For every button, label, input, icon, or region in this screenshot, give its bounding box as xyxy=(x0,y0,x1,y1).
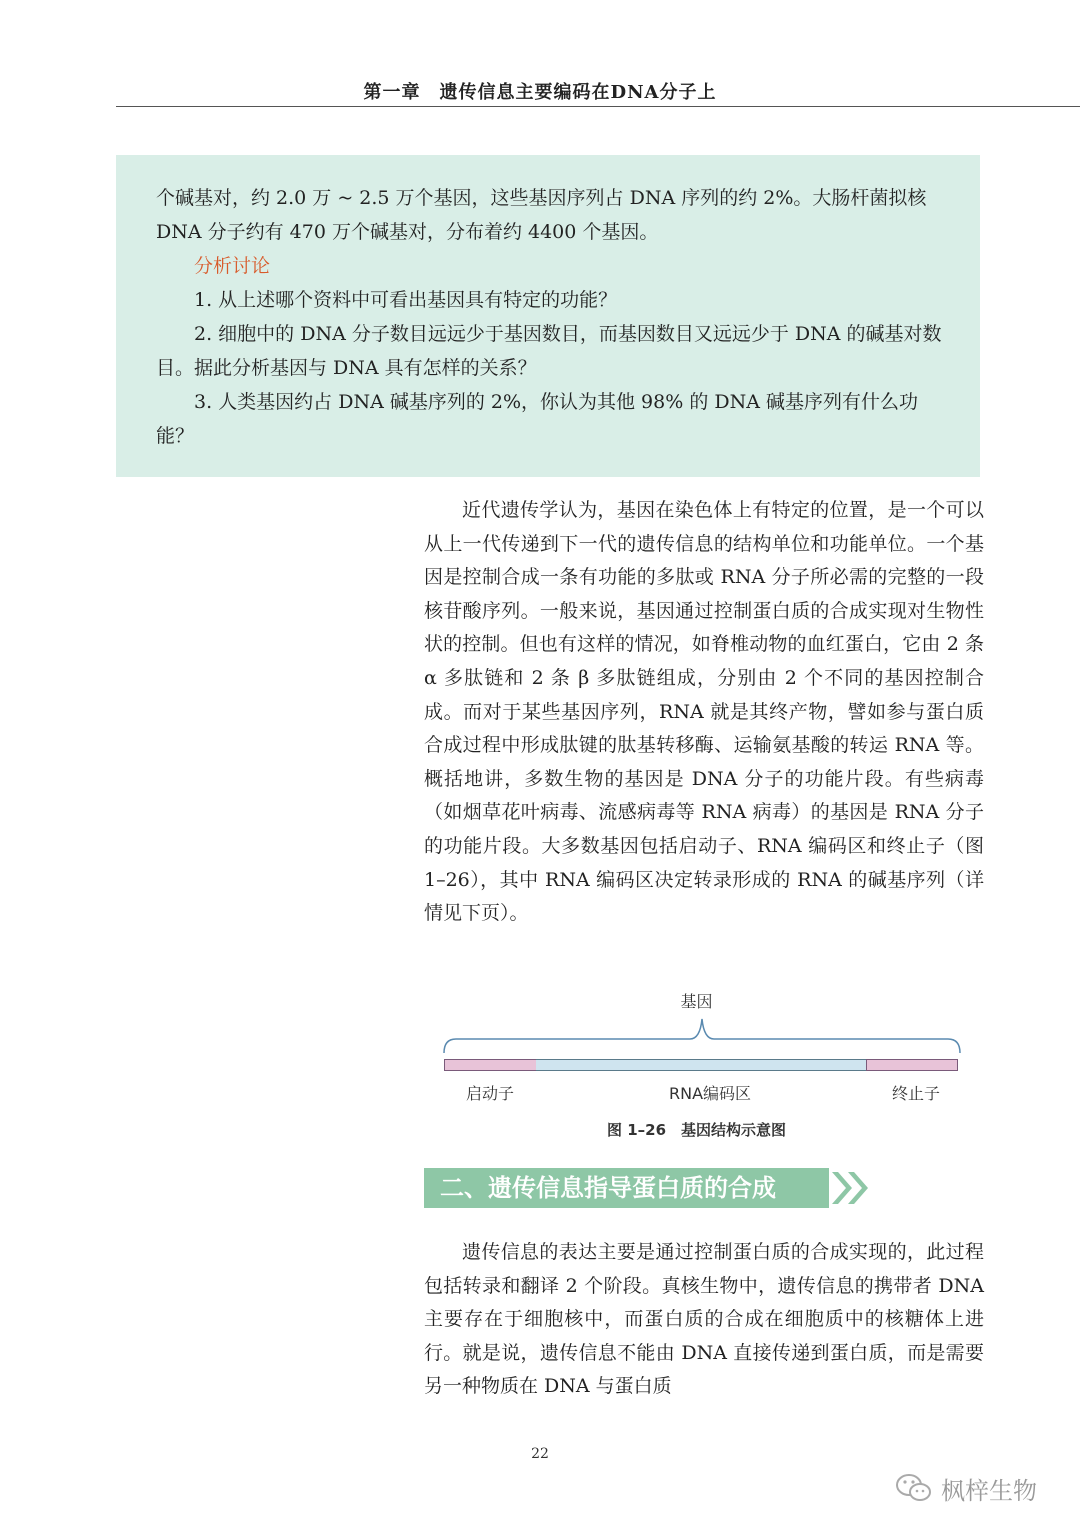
body-paragraph-1 xyxy=(424,494,984,931)
promoter-segment xyxy=(444,1059,538,1071)
gene-structure-figure xyxy=(424,985,984,1145)
discussion-title: 分析讨论 xyxy=(194,255,271,277)
question-2: 2. 细胞中的 DNA 分子数目远远少于基因数目，而基因数目又远远少于 DNA 的碱基对数目。据此分析基因与 DNA 具有怎样的关系？ xyxy=(156,323,942,379)
terminator-label: 终止子 xyxy=(892,1084,941,1103)
section-heading: 二、遗传信息指导蛋白质的合成 xyxy=(424,1168,829,1208)
header-divider xyxy=(116,106,1080,107)
body-paragraph-2 xyxy=(424,1236,984,1404)
promoter-label: 启动子 xyxy=(466,1084,515,1103)
material-box xyxy=(116,155,980,477)
chapter-title: 第一章 遗传信息主要编码在DNA分子上 xyxy=(363,82,717,103)
question-3: 3. 人类基因约占 DNA 碱基序列的 2%，你认为其他 98% 的 DNA 碱基序列有什么功能？ xyxy=(156,391,918,447)
page-number: 22 xyxy=(531,1446,549,1462)
chevron-right-icon xyxy=(832,1168,874,1208)
question-1: 1. 从上述哪个资料中可看出基因具有特定的功能？ xyxy=(194,289,618,311)
watermark-text: 枫梓生物 xyxy=(941,1476,1037,1505)
figure-caption: 图 1–26 基因结构示意图 xyxy=(606,1121,787,1139)
coding-region-label: RNA编码区 xyxy=(669,1084,752,1103)
paragraph-text: 近代遗传学认为，基因在染色体上有特定的位置，是一个可以从上一代传递到下一代的遗传信息的结构单位和功能单位。一个基因是控制合成一条有功能的多肽或 RNA 分子所必需的完整的一段核苷酸序列。一般来说，基因通过控制蛋白质的合成实现对生物性状的控制。但也有这样的情况，如脊椎动物的血红蛋白，它由 2 条 α 多肽链和 2 条 β 多肽链组成，分别由 2 个不同的基因控制合成。而对于某些基因序列，RNA 就是其终产物，譬如参与蛋白质合成过程中形成肽键的肽基转移酶、运输氨基酸的转运 RNA 等。概括地讲，多数生物的基因是 DNA 分子的功能片段。有些病毒（如烟草花叶病毒、流感病毒等 RNA 病毒）的基因是 RNA 分子的功能片段。大多数基因包括启动子、RNA 编码区和终止子（图 1–26），其中 RNA 编码区决定转录形成的 RNA 的碱基序列（详情见下页）。 xyxy=(424,499,984,925)
terminator-segment xyxy=(866,1059,958,1071)
wechat-icon xyxy=(895,1472,933,1504)
gene-label: 基因 xyxy=(680,992,713,1011)
material-text: 个碱基对，约 2.0 万 ~ 2.5 万个基因，这些基因序列占 DNA 序列的约 2%。大肠杆菌拟核 DNA 分子约有 470 万个碱基对，分布着约 4400 个基因。 xyxy=(156,187,927,243)
watermark xyxy=(895,1468,1037,1508)
paragraph-text: 遗传信息的表达主要是通过控制蛋白质的合成实现的，此过程包括转录和翻译 2 个阶段。真核生物中，遗传信息的携带者 DNA 主要存在于细胞核中，而蛋白质的合成在细胞质中的核糖体上进行。就是说，遗传信息不能由 DNA 直接传递到蛋白质，而是需要另一种物质在 DNA 与蛋白质 xyxy=(424,1241,984,1398)
coding-region-segment xyxy=(536,1059,866,1071)
gene-brace xyxy=(442,1015,962,1055)
